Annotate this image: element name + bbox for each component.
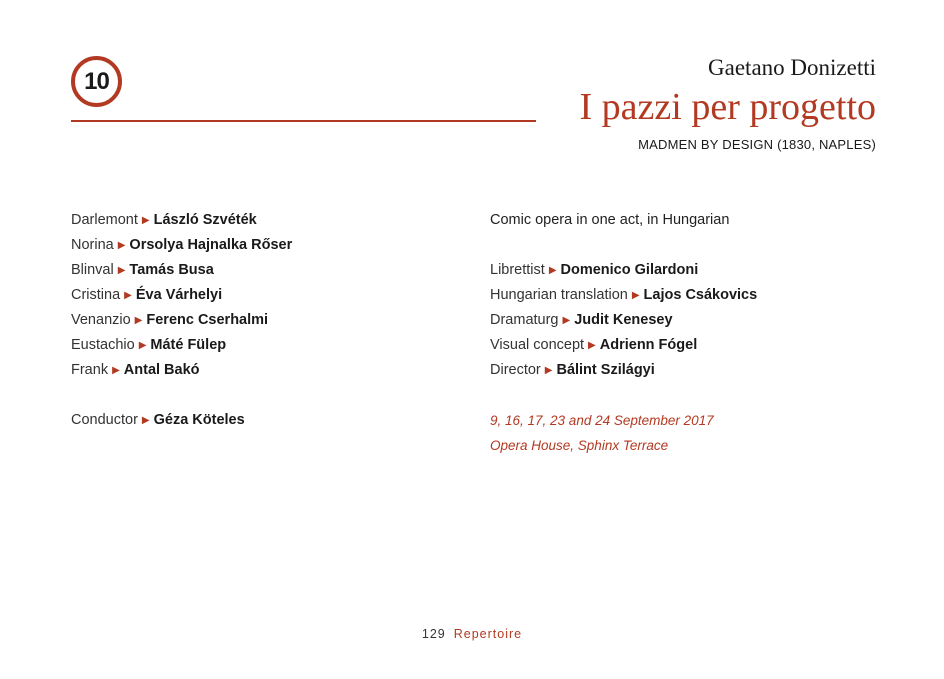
cast-role: Norina <box>71 237 114 253</box>
arrow-right-icon: ▶ <box>117 240 126 251</box>
cast-role: Frank <box>71 362 109 378</box>
arrow-right-icon: ▶ <box>124 290 132 301</box>
cast-name: Antal Bakó <box>123 362 200 378</box>
cast-name: Tamás Busa <box>129 262 214 278</box>
cast-row <box>71 308 461 333</box>
credit-row <box>490 258 890 283</box>
number-badge <box>71 56 122 107</box>
credit-row <box>490 358 890 383</box>
arrow-right-icon: ▶ <box>548 265 557 276</box>
arrow-right-icon: ▶ <box>631 290 640 301</box>
arrow-right-icon: ▶ <box>141 215 150 226</box>
cast-role: Cristina <box>71 287 121 303</box>
badge-number: 10 <box>84 67 109 95</box>
description: Comic opera in one act, in Hungarian <box>490 212 730 228</box>
section-name: Repertoire <box>453 627 523 641</box>
cast-column <box>71 208 461 433</box>
arrow-right-icon: ▶ <box>544 365 553 376</box>
page-number: 129 <box>421 627 446 641</box>
credit-row <box>490 308 890 333</box>
credit-role: Director <box>490 362 541 378</box>
arrow-right-icon: ▶ <box>112 365 120 376</box>
credit-role: Hungarian translation <box>490 287 628 303</box>
credit-name: Domenico Gilardoni <box>560 262 699 278</box>
credit-name: Lajos Csákovics <box>643 287 758 303</box>
cast-role: Darlemont <box>71 212 138 228</box>
arrow-right-icon: ▶ <box>562 315 571 326</box>
cast-name: Orsolya Hajnalka Rőser <box>129 237 293 253</box>
cast-name: Ferenc Cserhalmi <box>146 312 269 328</box>
spacer <box>71 383 461 408</box>
credit-name: Bálint Szilágyi <box>556 362 655 378</box>
credit-name: Judit Kenesey <box>574 312 673 328</box>
cast-name: Éva Várhelyi <box>135 287 223 303</box>
cast-row <box>71 283 461 308</box>
page-subtitle: MADMEN BY DESIGN (1830, NAPLES) <box>638 137 876 152</box>
cast-name: Máté Fülep <box>150 337 227 353</box>
title-rule <box>71 120 536 122</box>
cast-name: László Szvéték <box>153 212 257 228</box>
conductor-role: Conductor <box>71 412 138 428</box>
composer-name: Gaetano Donizetti <box>708 55 876 80</box>
page-footer <box>0 627 944 641</box>
cast-row <box>71 258 461 283</box>
credits-column <box>490 208 890 458</box>
performance-venue: Opera House, Sphinx Terrace <box>490 438 669 453</box>
credit-role: Librettist <box>490 262 545 278</box>
cast-role: Blinval <box>71 262 114 278</box>
arrow-right-icon: ▶ <box>117 265 126 276</box>
cast-row <box>71 233 461 258</box>
page-title: I pazzi per progetto <box>579 86 876 128</box>
credit-row <box>490 333 890 358</box>
credit-row <box>490 283 890 308</box>
conductor-name: Géza Köteles <box>153 412 245 428</box>
credit-role: Dramaturg <box>490 312 559 328</box>
cast-row <box>71 333 461 358</box>
arrow-right-icon: ▶ <box>588 340 596 351</box>
spacer <box>490 233 890 258</box>
arrow-right-icon: ▶ <box>134 315 143 326</box>
credit-name: Adrienn Fógel <box>599 337 698 353</box>
cast-role: Eustachio <box>71 337 135 353</box>
spacer <box>490 383 890 408</box>
performance-dates: 9, 16, 17, 23 and 24 September 2017 <box>490 413 714 428</box>
cast-row <box>71 358 461 383</box>
arrow-right-icon: ▶ <box>138 340 147 351</box>
cast-row <box>71 208 461 233</box>
cast-role: Venanzio <box>71 312 131 328</box>
conductor-row <box>71 408 461 433</box>
credit-role: Visual concept <box>490 337 585 353</box>
arrow-right-icon: ▶ <box>141 415 150 426</box>
